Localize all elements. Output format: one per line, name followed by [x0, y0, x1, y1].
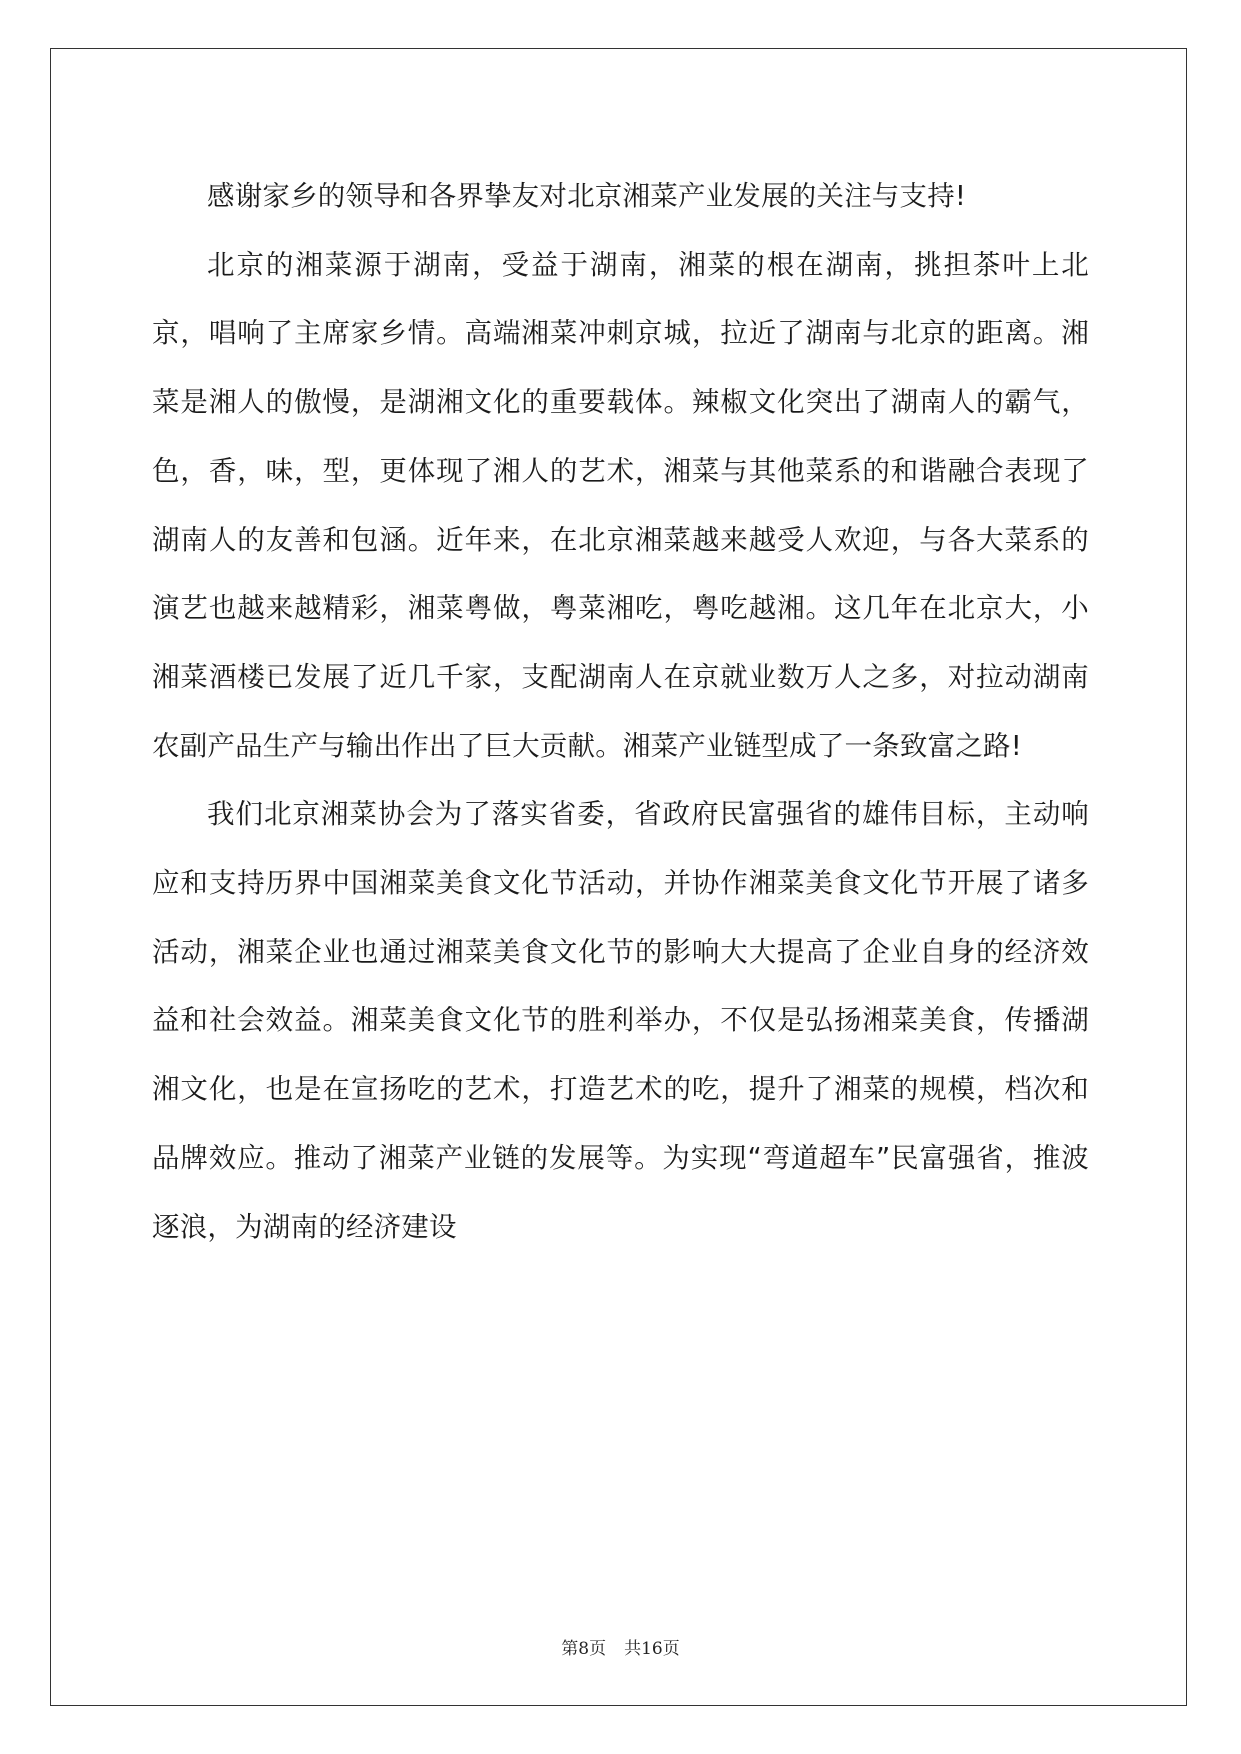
- paragraph-hunan-cuisine-history: 北京的湘菜源于湖南，受益于湖南，湘菜的根在湖南，挑担茶叶上北京，唱响了主席家乡情。高端湘菜冲刺京城，拉近了湖南与北京的距离。湘菜是湘人的傲慢，是湖湘文化的重要载体。辣椒文化突出了湖南人的霸气，色，香，味，型，更体现了湘人的艺术，湘菜与其他菜系的和谐融合表现了湖南人的友善和包涵。近年来，在北京湘菜越来越受人欢迎，与各大菜系的演艺也越来越精彩，湘菜粤做，粤菜湘吃，粤吃越湘。这几年在北京大，小湘菜酒楼已发展了近几千家，支配湖南人在京就业数万人之多，对拉动湖南农副产品生产与输出作出了巨大贡献。湘菜产业链型成了一条致富之路!: [152, 248, 1089, 762]
- page-total: 共16页: [624, 1639, 680, 1659]
- page-number: 第8页: [561, 1639, 607, 1659]
- page-footer: [0, 1634, 1241, 1659]
- paragraph-association-activities: 我们北京湘菜协会为了落实省委，省政府民富强省的雄伟目标，主动响应和支持历界中国湘菜美食文化节活动，并协作湘菜美食文化节开展了诸多活动，湘菜企业也通过湘菜美食文化节的影响大大提高了企业自身的经济效益和社会效益。湘菜美食文化节的胜利举办，不仅是弘扬湘菜美食，传播湖湘文化，也是在宣扬吃的艺术，打造艺术的吃，提升了湘菜的规模，档次和品牌效应。推动了湘菜产业链的发展等。为实现“弯道超车”民富强省，推波逐浪，为湖南的经济建设: [152, 798, 1089, 1243]
- document-body: [152, 162, 1089, 1261]
- paragraph-thanks: 感谢家乡的领导和各界挚友对北京湘菜产业发展的关注与支持!: [207, 180, 967, 212]
